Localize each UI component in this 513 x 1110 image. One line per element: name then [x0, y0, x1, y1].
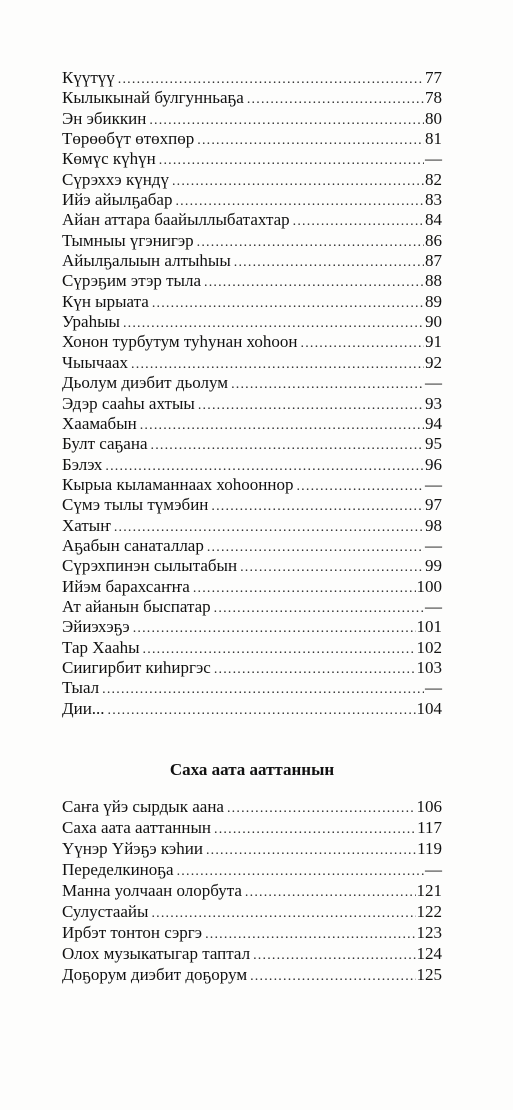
toc-entry-page: 77: [425, 68, 442, 87]
toc-leader-dots: [214, 599, 424, 619]
toc-entry-title: Бэлэх: [62, 454, 103, 474]
toc-entry-title: Кылыкынай булгунньаҕа: [62, 88, 244, 108]
toc-leader-dots: [245, 882, 416, 903]
toc-leader-dots: [253, 945, 415, 966]
toc-entry-title: Күүтүү: [62, 68, 115, 87]
toc-entry-title: Хонон турбутум туһунан хоһоон: [62, 332, 298, 352]
table-of-contents-part-2: [62, 796, 442, 985]
toc-entry-page: —: [425, 678, 442, 698]
toc-leader-dots: [296, 477, 424, 497]
toc-entry-page: 122: [416, 902, 442, 921]
toc-entry-page: 123: [416, 923, 442, 942]
toc-entry: [62, 312, 442, 332]
toc-leader-dots: [140, 416, 424, 436]
toc-entry-page: 89: [425, 291, 442, 311]
toc-entry-page: 125: [416, 965, 442, 984]
toc-entry-title: Сүрэхxэ күндү: [62, 169, 169, 189]
toc-leader-dots: [133, 619, 416, 639]
toc-entry: [62, 638, 442, 658]
toc-entry-page: 104: [416, 698, 442, 718]
toc-leader-dots: [211, 497, 424, 517]
toc-entry-title: Булт саҕана: [62, 434, 148, 454]
toc-leader-dots: [151, 903, 415, 924]
toc-entry-title: Сүрэҕим этэр тыла: [62, 271, 201, 291]
toc-entry-title: Сүрэхпинэн сылытабын: [62, 556, 238, 576]
toc-entry: [62, 495, 442, 515]
toc-entry: [62, 149, 442, 169]
toc-entry: [62, 922, 442, 943]
toc-entry: [62, 271, 442, 291]
toc-entry-title: Сүмэ тылы түмэбин: [62, 495, 209, 515]
toc-entry-title: Тар Хааһы: [62, 637, 140, 657]
toc-entry-page: 87: [425, 251, 442, 271]
toc-entry-title: Саха аата ааттаннын: [62, 818, 212, 837]
toc-entry-page: 98: [425, 515, 442, 535]
toc-entry-title: Дии...: [62, 698, 105, 718]
toc-entry: [62, 943, 442, 964]
toc-entry: [62, 817, 442, 838]
toc-entry-title: Саҥа үйэ сырдык аана: [62, 797, 224, 816]
toc-entry-title: Тыал: [62, 678, 100, 698]
toc-entry-page: 100: [416, 576, 442, 596]
toc-entry-page: 78: [425, 88, 442, 108]
toc-leader-dots: [193, 579, 416, 599]
toc-entry-title: Ат айанын быспатар: [62, 596, 211, 616]
toc-entry-page: 95: [425, 434, 442, 454]
toc-entry-title: Манна уолчаан олорбута: [62, 881, 242, 900]
toc-entry-title: Айылҕалыын алтыһыы: [62, 251, 231, 271]
toc-entry-title: Эдэр сааһы ахтыы: [62, 393, 195, 413]
toc-entry: [62, 678, 442, 698]
toc-leader-dots: [108, 701, 416, 721]
toc-entry: [62, 373, 442, 393]
toc-entry-page: 81: [425, 129, 442, 149]
toc-leader-dots: [177, 861, 424, 882]
toc-entry-title: Доҕорум диэбит доҕорум: [62, 965, 248, 984]
toc-entry-page: 101: [416, 617, 442, 637]
toc-entry-page: 102: [416, 637, 442, 657]
toc-entry: [62, 859, 442, 880]
toc-leader-dots: [143, 640, 416, 660]
toc-entry-title: Көмүс күһүн: [62, 149, 156, 169]
toc-entry: [62, 353, 442, 373]
toc-entry-page: 96: [425, 454, 442, 474]
toc-leader-dots: [105, 457, 424, 477]
toc-entry-title: Ирбэт тонтон сэргэ: [62, 923, 203, 942]
toc-entry-title: Ийэм барахсаҥҥа: [62, 576, 190, 596]
toc-entry: [62, 129, 442, 149]
toc-leader-dots: [118, 70, 424, 90]
toc-entry-page: 124: [416, 944, 442, 963]
toc-entry: [62, 251, 442, 271]
toc-entry: [62, 210, 442, 230]
toc-leader-dots: [234, 253, 424, 273]
toc-leader-dots: [231, 375, 424, 395]
toc-entry-title: Чыычаах: [62, 352, 129, 372]
toc-entry-page: —: [425, 149, 442, 169]
toc-entry-title: Айан аттара баайыллыбатахтар: [62, 210, 290, 230]
toc-entry-title: Эйиэхэҕэ: [62, 617, 130, 637]
toc-leader-dots: [114, 518, 424, 538]
toc-entry: [62, 964, 442, 985]
toc-leader-dots: [214, 660, 416, 680]
toc-leader-dots: [301, 334, 425, 354]
toc-entry-page: 97: [425, 495, 442, 515]
toc-leader-dots: [172, 172, 424, 192]
toc-entry-title: Кырыа кыламаннаах хоһооннор: [62, 474, 294, 494]
toc-entry-page: 93: [425, 393, 442, 413]
toc-entry-page: 86: [425, 230, 442, 250]
toc-entry: [62, 190, 442, 210]
toc-leader-dots: [198, 396, 424, 416]
toc-leader-dots: [214, 819, 416, 840]
toc-entry-page: 94: [425, 413, 442, 433]
toc-leader-dots: [197, 131, 424, 151]
toc-leader-dots: [149, 111, 424, 131]
toc-entry-title: Төрөөбүт өтөхпөр: [62, 129, 195, 149]
toc-leader-dots: [250, 966, 415, 987]
toc-entry-page: 92: [425, 352, 442, 372]
toc-entry-title: Күн ырыата: [62, 291, 149, 311]
toc-entry: [62, 577, 442, 597]
toc-entry: [62, 880, 442, 901]
toc-entry: [62, 332, 442, 352]
toc-entry: [62, 699, 442, 719]
toc-entry-page: 83: [425, 190, 442, 210]
toc-entry-page: 103: [416, 657, 442, 677]
toc-leader-dots: [102, 680, 424, 700]
table-of-contents-part-1: [62, 68, 442, 719]
toc-entry-page: —: [425, 860, 442, 879]
toc-leader-dots: [123, 314, 424, 334]
toc-entry: [62, 597, 442, 617]
toc-entry: [62, 455, 442, 475]
toc-entry: [62, 516, 442, 536]
toc-entry-page: —: [425, 373, 442, 393]
toc-leader-dots: [227, 798, 416, 819]
toc-entry-page: —: [425, 596, 442, 616]
toc-entry-title: Хатыҥ: [62, 515, 111, 535]
toc-entry-page: 91: [425, 332, 442, 352]
toc-leader-dots: [151, 436, 425, 456]
toc-entry: [62, 796, 442, 817]
toc-entry: [62, 231, 442, 251]
toc-entry: [62, 838, 442, 859]
toc-entry: [62, 394, 442, 414]
toc-leader-dots: [207, 538, 424, 558]
toc-entry: [62, 475, 442, 495]
toc-leader-dots: [247, 90, 424, 110]
toc-entry-page: 88: [425, 271, 442, 291]
toc-entry-title: Дьолум диэбит дьолум: [62, 373, 229, 393]
toc-entry-page: 121: [416, 881, 442, 900]
toc-entry-title: Переделкиноҕа: [62, 860, 174, 879]
toc-entry-title: Тымныы үгэнигэр: [62, 230, 194, 250]
toc-entry-page: —: [425, 474, 442, 494]
toc-leader-dots: [205, 924, 415, 945]
toc-leader-dots: [131, 355, 424, 375]
section-heading: Саха аата ааттаннын: [169, 760, 335, 779]
toc-leader-dots: [293, 212, 424, 232]
toc-entry: [62, 556, 442, 576]
toc-entry-title: Сиигирбит киһиргэс: [62, 657, 211, 677]
toc-leader-dots: [152, 294, 424, 314]
toc-entry: [62, 617, 442, 637]
toc-entry-page: —: [425, 535, 442, 555]
toc-entry-title: Олох музыкатыгар таптал: [62, 944, 251, 963]
toc-entry: [62, 658, 442, 678]
toc-entry: [62, 68, 442, 88]
toc-entry-title: Эн эбиккин: [62, 108, 147, 128]
toc-entry-page: 119: [417, 839, 442, 858]
toc-entry: [62, 536, 442, 556]
toc-entry: [62, 414, 442, 434]
toc-leader-dots: [197, 233, 424, 253]
toc-entry-title: Сулустаайы: [62, 902, 149, 921]
toc-entry-title: Хаамабын: [62, 413, 137, 433]
toc-leader-dots: [159, 151, 424, 171]
toc-entry-title: Ураһыы: [62, 312, 120, 332]
toc-entry-page: 90: [425, 312, 442, 332]
toc-entry-title: Үүнэр Үйэҕэ кэһии: [62, 839, 203, 858]
toc-entry: [62, 109, 442, 129]
toc-entry: [62, 434, 442, 454]
toc-entry-page: 117: [417, 818, 442, 837]
toc-entry: [62, 170, 442, 190]
toc-entry-title: Ийэ айылҕабар: [62, 190, 173, 210]
toc-entry-page: 80: [425, 108, 442, 128]
toc-entry: [62, 292, 442, 312]
toc-entry-page: 82: [425, 169, 442, 189]
toc-entry-page: 106: [416, 797, 442, 816]
toc-leader-dots: [240, 558, 424, 578]
toc-leader-dots: [204, 273, 424, 293]
toc-leader-dots: [175, 192, 424, 212]
toc-entry-page: 99: [425, 556, 442, 576]
toc-entry: [62, 88, 442, 108]
toc-entry-title: Аҕабын санаталлар: [62, 535, 204, 555]
toc-entry: [62, 901, 442, 922]
toc-leader-dots: [206, 840, 416, 861]
toc-entry-page: 84: [425, 210, 442, 230]
